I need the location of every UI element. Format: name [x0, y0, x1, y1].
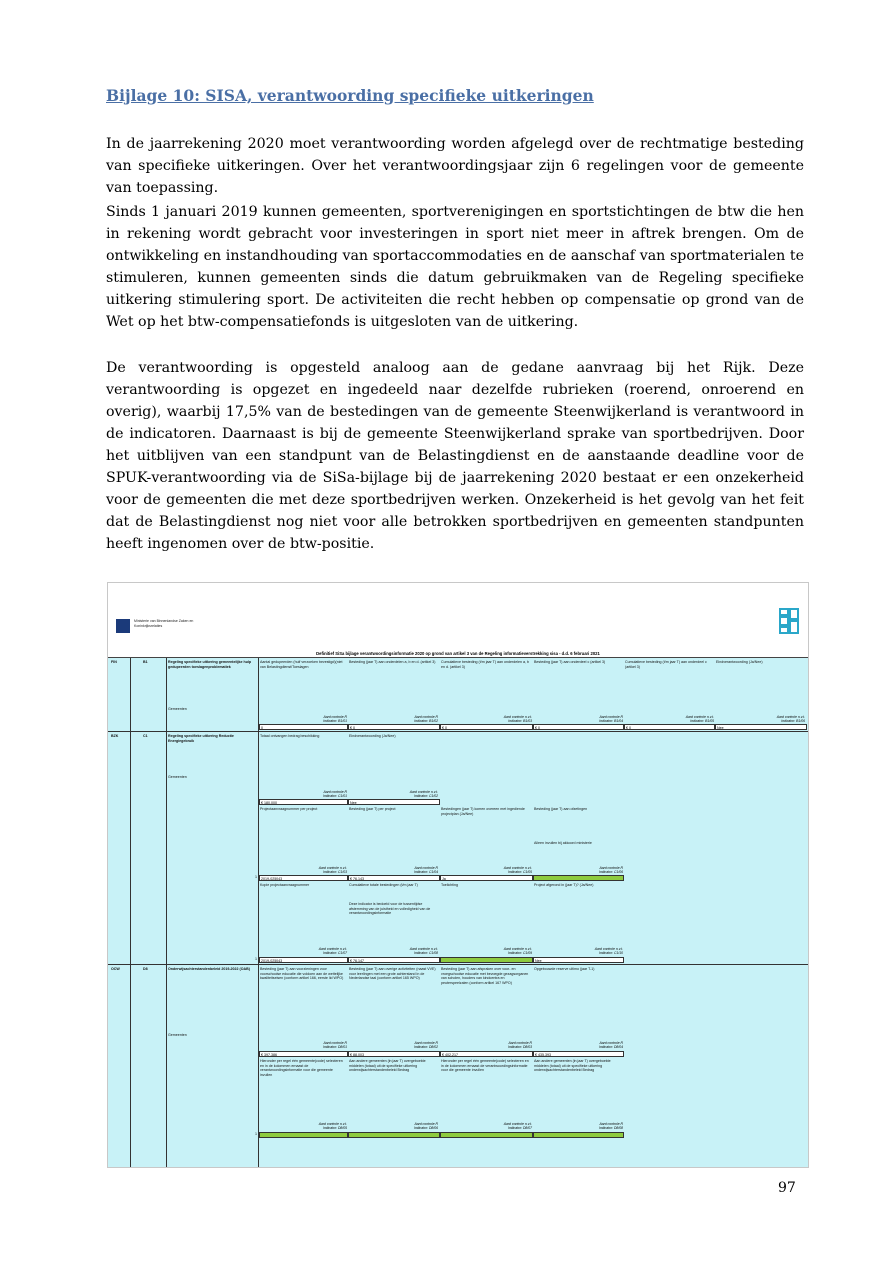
row-index: 1	[255, 1132, 257, 1136]
value-cell: € 0	[533, 724, 624, 730]
control-type: Aard controle R	[414, 1041, 438, 1045]
value-cell: 2019-025043	[259, 957, 348, 963]
control-type: Aard controle n.v.t.	[503, 947, 532, 951]
column-header: Toelichting	[441, 883, 458, 887]
indicator-code: Indicator: D8/02	[414, 1045, 438, 1050]
regeling-code: B1	[143, 660, 148, 664]
section-divider	[108, 964, 808, 965]
dept-code: FIN	[111, 660, 117, 664]
column-header: Cumulatieve besteding (t/m jaar T) aan onderdeel c (artikel 3)	[625, 660, 707, 669]
control-type: Aard controle R	[414, 1122, 438, 1126]
gemeenten-label: Gemeenten	[168, 1033, 187, 1037]
indicator-code: Indicator: B1/02	[414, 719, 438, 724]
ministry-logo-text: Ministerie van Binnenlandse Zaken en Koninkrijksrelaties	[134, 619, 194, 628]
indicator-code: Indicator: B1/04	[599, 719, 623, 724]
control-type: Aard controle R	[414, 715, 438, 719]
indicator-code: Indicator: B1/03	[508, 719, 532, 724]
regeling-code: C1	[143, 734, 148, 738]
column-header: Bestedingen (jaar T) komen overeen met ingediende projectplan (Ja/Nee)	[441, 807, 525, 816]
column-header: Besteding (jaar T) aan overige activiteiten (naast VVE) voor leerlingen met een grote achterstand in de Nederlandse taal (conform artikel 165 WPO)	[349, 967, 436, 981]
control-type: Aard controle R	[599, 1041, 623, 1045]
column-header: Besteding (jaar T) aan voorzieningen voor voorschoolse educatie die voldoen aan de wettelijke kwaliteitseisen (conform artikel 166, eerste lid WPO)	[260, 967, 344, 981]
sisa-form-image	[107, 582, 809, 1168]
paragraph-sport: Sinds 1 januari 2019 kunnen gemeenten, sportverenigingen en sportstichtingen de btw die hen in rekening wordt gebracht voor investeringen in sport niet meer in aftrek brengen. Om de ontwikkeling en instandhouding van sportaccommodaties en de aanschaf van sportmaterialen te stimuleren, kunnen gemeenten sinds die datum gebruikmaken van de Regeling specifieke uitkering stimulering sport. De activiteiten die recht hebben op compensatie op grond van de Wet op het btw-compensatiefonds is uitgesloten van de uitkering.	[106, 204, 804, 330]
value-cell: 2019-025043	[259, 875, 348, 881]
value-cell: Ja	[440, 875, 533, 881]
column-header: Projectaanvraagnummer per project	[260, 807, 318, 811]
indicator-code: Indicator: D8/06	[414, 1126, 438, 1131]
control-type: Aard controle R	[323, 1041, 347, 1045]
control-type: Aard controle n.v.t.	[685, 715, 714, 719]
control-type: Aard controle R	[323, 715, 347, 719]
control-type: Aard controle n.v.t.	[594, 947, 623, 951]
column-header: Cumulatieve besteding (t/m jaar T) aan onderdelen a, b en d. (artikel 3)	[441, 660, 530, 669]
cbs-logo-icon	[778, 607, 800, 635]
value-cell: Nee	[533, 957, 624, 963]
control-type: Aard controle n.v.t.	[409, 947, 438, 951]
control-type: Aard controle R	[599, 1122, 623, 1126]
value-cell: € 76.147	[348, 957, 440, 963]
control-type: Aard controle R	[599, 866, 623, 870]
value-cell: € 76.143	[348, 875, 440, 881]
control-type: Aard controle n.v.t.	[409, 790, 438, 794]
row-index: 1	[255, 957, 257, 961]
column-header: Besteding (jaar T) aan afspraken over voor- en vroegschoolse educatie met bevoegde gezagsorganen van scholen, houders van kindcentra en peuterspeelzalen (conform artikel 167 WPO)	[441, 967, 529, 985]
control-type: Aard controle R	[323, 790, 347, 794]
indicator-code: Indicator: B1/06	[781, 719, 805, 724]
value-cell: 0	[259, 724, 348, 730]
column-header: Eindverantwoording (Ja/Nee)	[349, 734, 396, 738]
indicator-code: Indicator: C1/06	[599, 870, 623, 875]
page-heading: Bijlage 10: SISA, verantwoording specifieke uitkeringen	[106, 86, 594, 105]
value-cell: Nee	[348, 799, 440, 805]
value-cell: € 0	[348, 724, 440, 730]
column-header: Besteding (jaar T) aan onderdeel c (artikel 3)	[534, 660, 606, 664]
gemeenten-label: Gemeenten	[168, 775, 187, 779]
value-cell: € 397.386	[259, 1051, 348, 1057]
control-type: Aard controle R	[414, 866, 438, 870]
column-header: Aan andere gemeenten (in jaar T) overgeboekte middelen (totaal) uit de specifieke uitkering onderwijsachterstandenbeleid Bedrag	[349, 1059, 426, 1073]
value-cell-empty	[533, 1132, 624, 1138]
control-type: Aard controle n.v.t.	[503, 866, 532, 870]
control-type: Aard controle R	[508, 1041, 532, 1045]
indicator-code: Indicator: C1/03	[323, 870, 347, 875]
paragraph-intro: In de jaarrekening 2020 moet verantwoording worden afgelegd over de rechtmatige besteding van specifieke uitkeringen. Over het verantwoordingsjaar zijn 6 regelingen voor de gemeente van toepassing.	[106, 136, 804, 196]
column-header: Opgebouwde reserve ultimo (jaar T-1)	[534, 967, 595, 971]
control-type: Aard controle n.v.t.	[503, 1122, 532, 1126]
table-divider	[130, 658, 131, 1167]
sisa-table	[108, 658, 808, 1167]
column-note: Aileen invullen bij akkoord ministerie	[534, 841, 592, 845]
value-cell: € 0	[440, 724, 533, 730]
column-header: Besteding (jaar T) aan onderdelen a, b en d. (artikel 3)	[349, 660, 436, 664]
indicator-code: Indicator: C1/07	[323, 951, 347, 956]
regeling-name: Regeling specifieke uitkering gemeentelijke hulp gedupeerden toeslagenproblematiek	[168, 660, 252, 669]
value-cell-empty	[440, 957, 533, 963]
column-header: Project afgerond in (jaar T)? (Ja/Nee)	[534, 883, 594, 887]
value-cell-empty	[348, 1132, 440, 1138]
value-cell: € 88.003	[348, 1051, 440, 1057]
indicator-code: Indicator: C1/02	[414, 794, 438, 799]
control-type: Aard controle n.v.t.	[503, 715, 532, 719]
indicator-code: Indicator: B1/05	[690, 719, 714, 724]
row-index: 1	[255, 875, 257, 879]
indicator-code: Indicator: C1/04	[414, 870, 438, 875]
ministry-logo	[116, 619, 130, 633]
value-cell: € 402.217	[440, 1051, 533, 1057]
value-cell: € 0	[624, 724, 715, 730]
indicator-code: Indicator: D8/05	[323, 1126, 347, 1131]
page-number: 97	[778, 1180, 796, 1196]
indicator-code: Indicator: D8/01	[323, 1045, 347, 1050]
paragraph-verantwoording: De verantwoording is opgesteld analoog aan de gedane aanvraag bij het Rijk. Deze verantwoording is opgezet en ingedeeld naar dezelfde rubrieken (roerend, onroerend en overig), waarbij 17,5% van de bestedingen van de gemeente Steenwijkerland is verantwoord in de indicatoren. Daarnaast is bij de gemeente Steenwijkerland sprake van sportbedrijven. Door het uitblijven van een standpunt van de Belastingdienst en de aanstaande deadline voor de SPUK-verantwoording via de SiSa-bijlage bij de jaarrekening 2020 bestaat er een onzekerheid voor de gemeenten die met deze sportbedrijven werken. Onzekerheid is het gevolg van het feit dat de Belastingdienst nog niet voor alle betrokken sportbedrijven en gemeenten standpunten heeft ingenomen over de btw-positie.	[106, 360, 804, 552]
dept-code: OCW	[111, 967, 120, 971]
indicator-code: Indicator: D8/04	[599, 1045, 623, 1050]
column-header: Besteding (jaar T) per project	[349, 807, 396, 811]
column-header: Besteding (jaar T) aan ofzetingen	[534, 807, 588, 811]
value-cell-empty	[533, 875, 624, 881]
column-header: Totaal ontvangen bedrag beschikking	[260, 734, 320, 738]
control-type: Aard controle R	[599, 715, 623, 719]
indicator-code: Indicator: D8/08	[599, 1126, 623, 1131]
indicator-code: Indicator: D8/03	[508, 1045, 532, 1050]
control-type: Aard controle n.v.t.	[318, 947, 347, 951]
control-type: Aard controle n.v.t.	[318, 1122, 347, 1126]
column-header: Hieronder per regel één gemeente(code) selecteren en in de kolommen ernaast de verantwoordingsinformatie voor die gemeente invullen	[441, 1059, 529, 1073]
regeling-name: Regeling specifieke uitkering Reductie Energiegebruik	[168, 734, 234, 743]
indicator-code: Indicator: C1/01	[323, 794, 347, 799]
column-note: Deze indicator is bedoeld voor de tussentijdse afstemming van de juistheid en volledigheid van de verantwoordingsinformatie	[349, 902, 431, 916]
value-cell: € 435.393	[533, 1051, 624, 1057]
gemeenten-label: Gemeenten	[168, 707, 187, 711]
control-type: Aard controle n.v.t.	[318, 866, 347, 870]
column-header: Eindverantwoording (Ja/Nee)	[716, 660, 763, 664]
regeling-code: D8	[143, 967, 148, 971]
indicator-code: Indicator: B1/01	[323, 719, 347, 724]
dept-code: BZK	[111, 734, 119, 738]
column-header: Hieronder per regel één gemeente(code) selecteren en in de kolommen ernaast de verantwoordingsinformatie voor die gemeente invullen	[260, 1059, 343, 1077]
indicator-code: Indicator: C1/09	[508, 951, 532, 956]
value-cell: € 180.000	[259, 799, 348, 805]
section-divider	[108, 731, 808, 732]
indicator-code: Indicator: C1/05	[508, 870, 532, 875]
indicator-code: Indicator: C1/10	[599, 951, 623, 956]
value-cell-empty	[440, 1132, 533, 1138]
indicator-code: Indicator: D8/07	[508, 1126, 532, 1131]
column-header: Aan andere gemeenten (in jaar T) overgeboekte middelen (totaal) uit de specifieke uitkering onderwijsachterstandenbeleid Bedrag	[534, 1059, 611, 1073]
form-title: Definitief SiSa bijlage verantwoordingsinformatie 2020 op grond van artikel 3 van de Regeling informatieverstrekking sisa - d.d. 6 februari 2021	[108, 650, 808, 658]
value-cell: Nee	[715, 724, 807, 730]
value-cell-empty	[259, 1132, 348, 1138]
regeling-name: Onderwijsachterstandenbeleid 2019-2022 (OAB)	[168, 967, 250, 971]
control-type: Aard controle n.v.t.	[776, 715, 805, 719]
column-header: Kopie projectaanvraagnummer	[260, 883, 310, 887]
column-header: Cumulatieve totale bestedingen (t/m jaar T)	[349, 883, 418, 887]
indicator-code: Indicator: C1/08	[414, 951, 438, 956]
column-header: Aantal gedupeerden (hulf verzoeken bevestigd)(niet van Belastingdienst/Toeslagen	[260, 660, 343, 669]
